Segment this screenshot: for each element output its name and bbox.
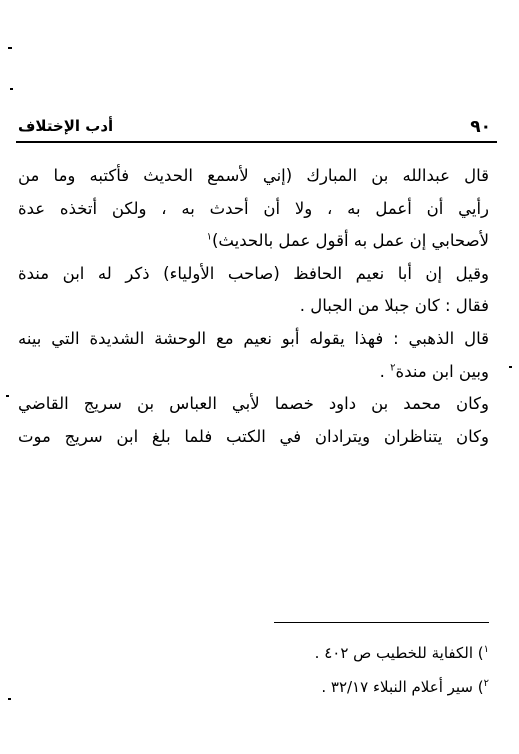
text-line: قال الذهبي : فهذا يقوله أبو نعيم مع الوحشة الشديدة التي بينه <box>18 328 489 348</box>
footnote-ref: ١ <box>206 231 212 243</box>
footnotes <box>18 636 489 704</box>
text-line: وقيل إن أبا نعيم الحافظ (صاحب الأولياء) ذكر له ابن مندة <box>18 263 489 283</box>
footnote-ref: ٢ <box>390 362 396 374</box>
text-line: قال عبدالله بن المبارك (إني لأسمع الحديث فأكتبه وما من <box>18 166 489 185</box>
footnote-number: ٢ <box>483 678 489 689</box>
scan-mark <box>10 88 13 90</box>
text-line: رأيي أن أعمل به ، ولا أن أحدث به ، ولكن أتخذه عدة <box>18 198 489 218</box>
footnote-rule <box>274 622 489 623</box>
header-rule <box>16 141 497 143</box>
footnote-text: ) سير أعلام النبلاء ٣٢/١٧ . <box>321 678 484 696</box>
text-line-content: وبين ابن مندة <box>395 361 489 381</box>
running-title: أدب الإختلاف <box>18 117 114 135</box>
text-line <box>18 225 489 258</box>
footnote <box>18 636 489 670</box>
scan-mark <box>509 366 512 368</box>
footnote-number: ١ <box>483 644 489 655</box>
text-line: وكان يتناظران ويترادان في الكتب فلما بلغ ابن سريج موت <box>18 426 489 446</box>
text-line: وكان محمد بن داود خصما لأبي العباس بن سريج القاضي <box>18 394 489 414</box>
text-line: فقال : كان جبلا من الجبال . <box>299 296 489 316</box>
scan-mark <box>8 698 11 700</box>
main-text <box>18 160 489 453</box>
scan-mark <box>6 395 9 397</box>
page-number: ٩٠ <box>470 117 491 137</box>
text-line <box>18 356 489 389</box>
scan-mark <box>8 47 12 49</box>
footnote-text: ) الكفاية للخطيب ص ٤٠٢ . <box>314 644 484 662</box>
text-line-content: لأصحابي إن عمل به أقول عمل بالحديث) <box>212 231 489 251</box>
text-line-end: . <box>379 361 391 381</box>
page-header <box>14 113 505 141</box>
footnote <box>18 670 489 704</box>
